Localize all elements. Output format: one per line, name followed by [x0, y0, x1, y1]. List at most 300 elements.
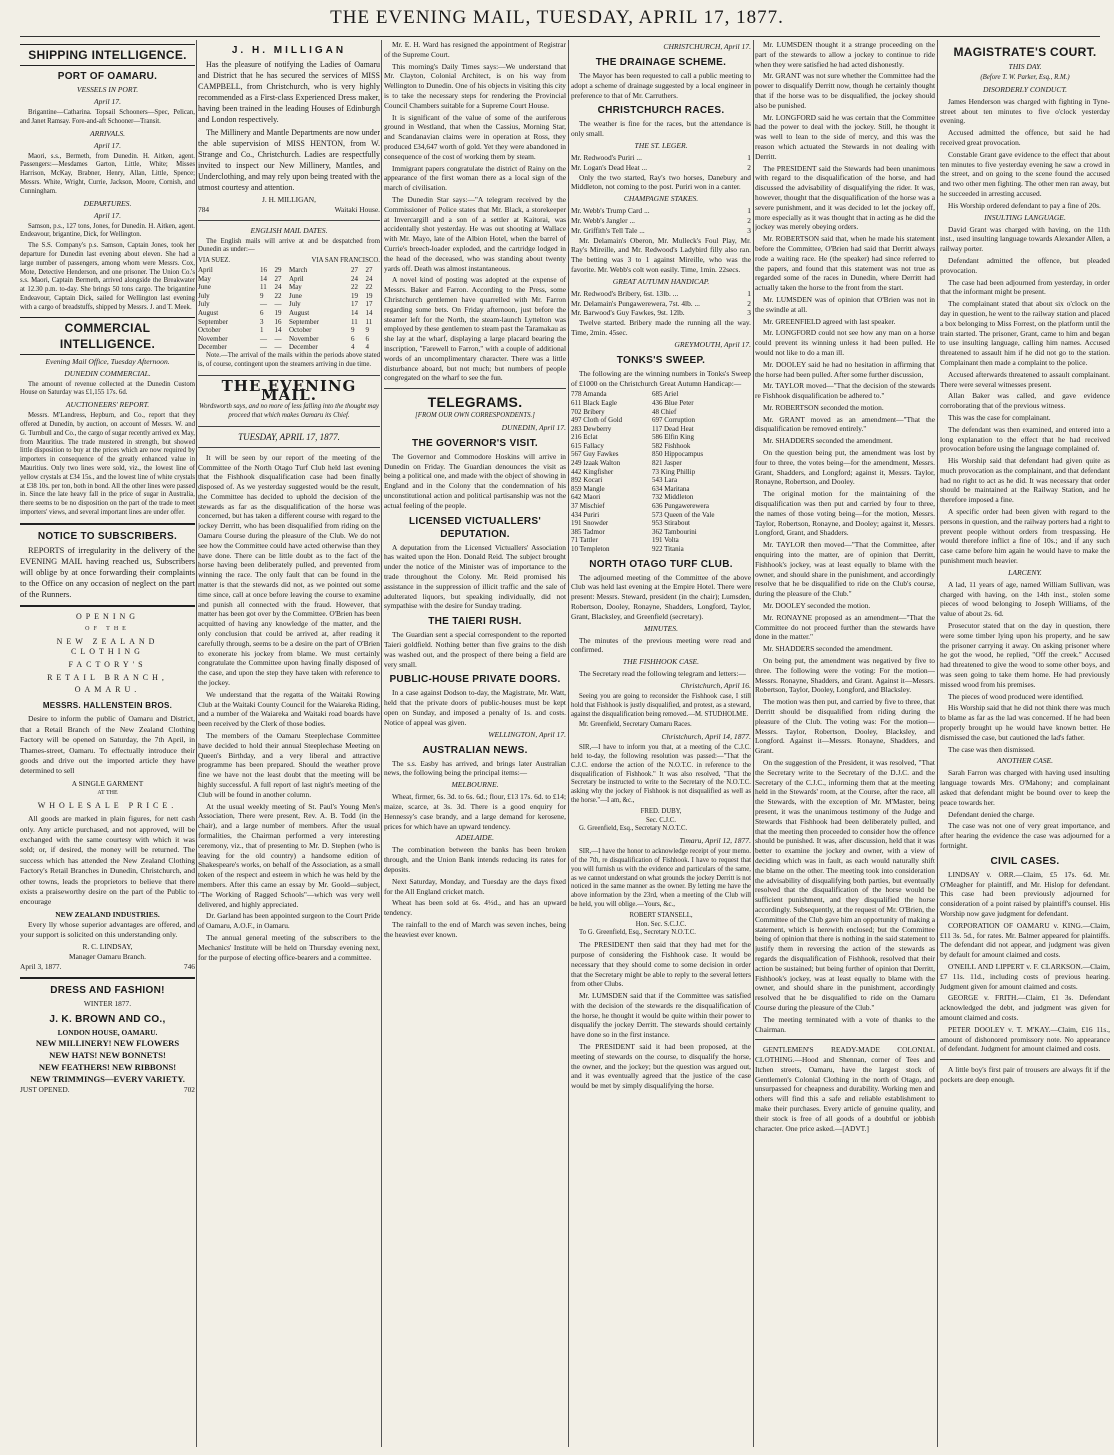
- mail-row-cell: —: [274, 300, 282, 309]
- departures-date: April 17.: [93, 210, 121, 220]
- milligan-number: 784: [198, 204, 210, 214]
- mail-row-cell: October: [198, 326, 221, 335]
- court-paragraph-3: Constable Grant gave evidence to the effect that about ten minutes to five yesterday evening he saw a crowd in the street, and on going to the scene found the accused and two other men fighting. The other men ran away, but he succeeded in arresting accused.: [940, 149, 1110, 198]
- col5-paragraph-22: On the suggestion of the President, it was resolved, "That the Secretary write to the Secretary of the D.J.C. and the Secretary of the C.J.C., informing them that at the meeting held in the Stewards' room, at the Course, after the race, all the Stewards, with the exception of Mr. M'Master, being present, it was the unanimous testimony of the Judge and Stewards that Fishhook had been deliberately pulled, and that the meeting then proceeded to consider how the offence should be punished. It was, after discussion, held that it was better to examine the jockey and owner, with a view of deciding which was in fault, as each would naturally shift the blame on the other. The meeting took into consideration the advisability of disqualifying both parties, but eventually resolved that the disqualification of the horse would be sufficient punishment, and they disqualified the horse accordingly. Subsequently, at the request of Mr. O'Brien, the Committee of the Club gave him an opportunity of making a statement, which is herewith enclosed; but the Committee being of opinion that there is nothing in the said statement to justify them in reversing the action of the stewards as regards the disqualification of Fishhook, resolved that their action be sustained; but being further of opinion that Derritt, Fishhook's jockey, was at least equally to blame with the owner, and should share in the punishment, accordingly resolved that he be disqualified to ride on the Oamaru Course during the pleasure of the Club.": [755, 757, 935, 1012]
- fishhook-text: The Secretary read the following telegram and letters:—: [579, 669, 746, 679]
- race-place: 2: [747, 215, 751, 225]
- mail-row-cell: 11: [365, 317, 373, 326]
- sweep-row: [571, 459, 751, 468]
- champagne-results: [571, 206, 751, 235]
- col5-paragraph-18: Mr. RONAYNE proposed as an amendment—"That the Committee do not proceed further than the stewards have done in the matter.": [755, 612, 935, 642]
- mail-row-cell: 29: [274, 265, 282, 274]
- drainage-heading: THE DRAINAGE SCHEME.: [595, 57, 727, 68]
- brown-name: J. K. BROWN AND CO.,: [49, 1013, 166, 1025]
- divider: [755, 1039, 935, 1040]
- mail-row-cell: 22: [274, 291, 282, 300]
- race-horse: Mr. Logan's Dead Heat ...: [571, 162, 648, 172]
- col5-paragraph-17: Mr. DOOLEY seconded the motion.: [763, 601, 871, 611]
- sweep-row-cell: 10 Templeton: [571, 545, 610, 554]
- insulting-heading: INSULTING LANGUAGE.: [984, 212, 1066, 222]
- brown-line-1: NEW MILLINERY! NEW FLOWERS: [35, 1038, 180, 1049]
- mail-row-cell: July: [198, 291, 210, 300]
- column-2: [198, 40, 380, 1447]
- column-1: [20, 40, 195, 1447]
- mail-row-cell: June: [288, 291, 302, 300]
- mail-row-cell: 16: [274, 317, 282, 326]
- departures-heading: DEPARTURES.: [83, 198, 132, 208]
- court-paragraph-4: His Worship ordered defendant to pay a fine of 20s.: [948, 200, 1101, 210]
- st-leger-results: [571, 153, 751, 173]
- editorial-4: At the usual weekly meeting of St. Paul's Young Men's Association, There were present, Rev. A. B. Todd (in the chair), and a large number of members. After the usual formalities, the Chairman performed a very interesting ceremony, viz., that of presenting to Mr. D. Stephen (who is leaving for the old country) a handsome edition of Shakespeare's works, on behalf of the Association, as a small token of the respect and esteem in which he was held by the members. After this came an essay by Mr. Goold—subject, "The Working of Ragged Schools"—which was very well delivered, and highly appreciated.: [198, 801, 380, 909]
- mail-row-cell: 3: [260, 317, 264, 326]
- arrivals-date: April 17.: [93, 140, 121, 150]
- divider: [198, 375, 380, 376]
- col5-paragraph-19: Mr. SHADDERS seconded the amendment.: [763, 644, 893, 654]
- mail-row: [198, 343, 380, 352]
- court-paragraph-6: Defendant admitted the offence, but pleaded provocation.: [940, 255, 1110, 275]
- sweep-row-cell: 611 Black Eagle: [571, 398, 618, 407]
- mail-note: Note.—The arrival of the mails within the periods above stated is, of course, contingent upon the steamers arriving in due time.: [198, 351, 380, 368]
- taieri-heading: THE TAIERI RUSH.: [428, 616, 522, 628]
- turf-club-heading: NORTH OTAGO TURF CLUB.: [589, 558, 733, 570]
- mail-row-cell: July: [288, 300, 301, 309]
- auctioneers-heading: AUCTIONEERS' REPORT.: [65, 400, 150, 410]
- mail-row-cell: 19: [274, 308, 282, 317]
- court-paragraph-14: A specific order had been given with regard to the persons in question, and the railway porters had a right to prevent people without orders from trespassing. He would therefore inflict a fine of 10s.; and if any such case came before him again he would have to make the punishment much heavier.: [940, 507, 1110, 566]
- editorial-2: We understand that the regatta of the Waitaki Rowing Club at the Waitaki County Council for the Waiareka Riding, and a number of the Waiareka and Waitaki road boards have been received by the Clerk of those bodies.: [198, 689, 380, 729]
- sweep-row: [571, 545, 751, 554]
- court-paragraph-8: The complainant stated that about six o'clock on the day in question, he went to the railway station and placed a box belonging to Miss Forrest, on the platform until the train started. The prisoner, Grant, came to him and began to use insulting language, calling him names. Accused threatened to assault him if he did not go to the station. Complainant then made a complaint to the police.: [940, 299, 1110, 367]
- fishhook-sign: FRED. DUBY,: [640, 807, 682, 815]
- president-text: The PRESIDENT then said that they had met for the purpose of considering the Fishhook case. It would be necessary that they should come to some decision in order that the Secretary might be able to reply to the several letters from other Clubs.: [571, 940, 751, 989]
- greymouth-date: GREYMOUTH, April 17.: [674, 339, 751, 349]
- public-house-heading: PUBLIC-HOUSE PRIVATE DOORS.: [389, 674, 561, 686]
- mail-row-cell: 11: [260, 283, 267, 292]
- race-place: 2: [747, 298, 751, 308]
- licensed-heading: LICENSED VICTUALLERS' DEPUTATION.: [408, 515, 542, 540]
- mail-row-cell: November: [198, 334, 228, 343]
- mail-row-cell: March: [288, 265, 308, 274]
- taieri-text: The Guardian sent a special correspondent to the reported Taieri goldfield. Nothing better than five grains to the dish was washed out, and the prospect of there being a field are very small.: [384, 630, 566, 669]
- mail-row: [198, 283, 380, 292]
- mail-row-cell: August: [288, 308, 310, 317]
- opening-line-6: OAMARU.: [74, 685, 141, 695]
- race-result: [571, 308, 751, 318]
- brown-line-3: NEW FEATHERS! NEW RIBBONS!: [38, 1062, 177, 1073]
- sweep-row-cell: 362 Tambourini: [652, 527, 697, 536]
- column-5: [755, 40, 935, 1447]
- mail-row: [198, 326, 380, 335]
- divider: [20, 977, 195, 979]
- mail-row: [198, 266, 380, 275]
- mail-row-cell: —: [260, 300, 267, 309]
- sweep-row-cell: 117 Dead Heat: [652, 424, 694, 433]
- court-paragraph-7: The case had been adjourned from yesterday, in order that the informant might be present.: [940, 277, 1110, 297]
- race-result: [571, 206, 751, 216]
- sweep-row-cell: 697 Corruption: [652, 416, 695, 425]
- lindsay-role: Manager Oamaru Branch.: [69, 952, 146, 962]
- col5-paragraph-21: The motion was then put, and carried by five to three, that Derritt should be disqualified from riding during the pleasure of the Club. The voting was: For the motion—Messrs. Taylor, Robertson, Dooley, Blacksley, and Longford. Against it—Messrs. Ronayne, Shadders, and Grant.: [755, 697, 935, 756]
- col3-paragraph-1: Mr. E. H. Ward has resigned the appointment of Registrar of the Supreme Court.: [384, 40, 566, 59]
- vessels-date: April 17.: [93, 97, 121, 106]
- governor-heading: THE GOVERNOR'S VISIT.: [412, 437, 538, 449]
- court-paragraph-20: Sarah Farron was charged with having used insulting language towards Mrs. O'Mahony; and complainant asked that defendant might be bound over to keep the peace towards her.: [940, 768, 1110, 807]
- mail-row-cell: 9: [350, 326, 355, 335]
- sweep-row-cell: 586 Elfin King: [652, 433, 695, 442]
- mail-row-cell: 27: [365, 265, 373, 274]
- opening-line-2: OF THE: [85, 625, 130, 632]
- drainage-text: The Mayor has been requested to call a public meeting to adopt a scheme of drainage suggested by a local engineer in preference to that of Mr. Carruthers.: [571, 71, 751, 100]
- sweep-row-cell: 732 Middleton: [652, 493, 694, 502]
- dunedin-date: DUNEDIN, April 17.: [501, 422, 566, 432]
- court-paragraph-15: A lad, 11 years of age, named William Sullivan, was charged with having, on the 14th inst., stolen some pieces of wood belonging to Joseph Williams, of the value of about 2s. 6d.: [940, 579, 1110, 619]
- race-place: 1: [747, 152, 751, 162]
- column-rule: [381, 40, 382, 1447]
- court-paragraph-17: The pieces of wood produced were identified.: [948, 691, 1084, 701]
- mail-row-cell: December: [198, 343, 227, 352]
- clothing-advert: GENTLEMEN'S READY-MADE COLONIAL CLOTHING.—Hood and Shennan, corner of Tees and Itchen streets, Oamaru, have the largest stock of Gentlemen's Colonial Clothing in the north of Otago, and unsurpassed for cheapness and durability. Working men and others will find this a safe and reliable establishment to make their purchases. Every article of genuine quality, and their stock is free of all goods of a doubtful or jobbish character. One price asked.—[ADVT.]: [755, 1045, 935, 1133]
- sweep-row: [571, 425, 751, 434]
- civil-case-4: GEORGE v. FRITH.—Claim, £1 3s. Defendant acknowledged the debt, and judgment was given for amount claimed and costs.: [940, 993, 1110, 1022]
- mail-row-cell: 24: [365, 274, 373, 283]
- wholesale-price: WHOLESALE PRICE.: [37, 801, 178, 811]
- editorial-6: The annual general meeting of the subscribers to the Mechanics' Institute will be held on Thursday evening next, for the purpose of electing office-bearers and a committee.: [198, 932, 380, 962]
- hallenstein-text-2: All goods are marked in plain figures, for nett cash only. Any article purchased, and not approved, will be exchanged with the same courtesy with which it was sold; or, if desired, the money will be returned. The success which has attended the New Zealand Clothing Factory's Retail Branches in Dunedin, Christchurch, and other towns, leads the proprietors to believe that there exists a praiseworthy desire on the part of the Public to encourage: [20, 814, 195, 907]
- court-sub: THIS DAY.: [1008, 62, 1042, 71]
- australian-text: The s.s. Easby has arrived, and brings later Australian news, the following being the principal items:—: [384, 758, 566, 778]
- civil-case-2: CORPORATION OF OAMARU v. KING.—Claim, £11 3s. 5d., for rates. Mr. Balmer appeared for plaintiffs. The defendant did not appear, and judgment was given by default for amount claimed and costs.: [940, 920, 1110, 960]
- race-horse: Mr. Griffith's Tell Tale ...: [571, 225, 645, 235]
- sweep-row-cell: 543 Lara: [652, 476, 678, 485]
- court-paragraph-1: James Henderson was charged with fighting in Tyne-street about ten minutes to five o'clock yesterday evening.: [940, 96, 1110, 126]
- opening-line-1: OPENING: [75, 611, 140, 621]
- sweep-row-cell: 37 Mischief: [571, 502, 605, 511]
- divider: [384, 388, 566, 389]
- col5-paragraph-16: Mr. TAYLOR then moved—"That the Committee, after enquiring into the matter, are of opinion that Derritt, Fishhook's jockey, was at least equally to blame with the owner, and should share in the punishment, and accordingly resolve that he be disqualified to ride on the Club's course, during the pleasure of the Club.": [755, 540, 935, 599]
- fishhook-letter: Seeing you are going to reconsider the Fishhook case, I still hold that Fishhook is justly disqualified, and protest, as a steward, against the disqualification being removed.—M. STUDHOLME.: [571, 692, 751, 718]
- court-paragraph-16: Prosecutor stated that on the day in question, there were some timber lying upon his property, and he saw the prisoner carrying it away. On asking prisoner where he got the wood, he replied, "Off the creek." Accused had threatened to give the wood to some other boys, and was seen going to take them home. He had previously missed wood from his premises.: [940, 621, 1110, 689]
- sweep-row: [571, 408, 751, 417]
- timaru-sign: ROBERT STANSELL,: [629, 911, 693, 919]
- lindsay-name: R. C. LINDSAY,: [82, 942, 133, 952]
- hallenstein-heading: MESSRS. HALLENSTEIN BROS.: [42, 701, 173, 711]
- milligan-text: Has the pleasure of notifying the Ladies of Oamaru and District that he has secured the services of MISS CAMPBELL, from Christchurch, who is very highly recommended as a First-class Experienced Dress maker, having been trained in the leading Houses of Edinburgh and London respectively.: [198, 60, 380, 124]
- race-horse: Mr. Delamain's Pungawerewera, 7st. 4lb. ...: [571, 298, 700, 308]
- commercial-heading: COMMERCIAL INTELLIGENCE.: [20, 317, 195, 355]
- editorial-3: The members of the Oamaru Steeplechase Committee have decided to hold their annual Steeplechase Meeting on Queen's Birthday, and a very liberal and attractive programme has been prepared. Should the weather prove fine we have not the least doubt that the meeting will be highly successful. A full report of last night's meeting of the Club will be found in another column.: [198, 731, 380, 799]
- via-suez: VIA SUEZ.: [198, 257, 231, 265]
- race-place: 3: [747, 225, 751, 235]
- sweep-row-cell: 283 Dewberry: [571, 424, 612, 433]
- minutes-heading: MINUTES.: [644, 623, 678, 633]
- sweep-row: [571, 528, 751, 537]
- opening-line-4: FACTORY'S: [68, 659, 147, 669]
- mail-row-cell: 14: [350, 308, 358, 317]
- column-6: [940, 40, 1110, 1447]
- opening-line-3: NEW ZEALAND CLOTHING: [56, 637, 159, 657]
- minutes-text: The minutes of the previous meeting were read and confirmed.: [571, 635, 751, 655]
- milligan-address: Waitaki House.: [334, 204, 380, 214]
- court-paragraph-5: David Grant was charged with having, on the 11th inst., used insulting language towards Alexander Allen, a railway porter.: [940, 224, 1110, 254]
- hallenstein-text: Desire to inform the public of Oamaru and District, that a Retail Branch of the New Zealand Clothing Factory will be opened on Saturday, the 7th April, in Thames-street, Oamaru. To effectually introduce their goods and drive out the imported article they have determined to sell: [20, 714, 195, 776]
- milligan-heading: J. H. MILLIGAN: [231, 45, 347, 56]
- mail-row-cell: 11: [350, 317, 358, 326]
- fishhook-sign-role: Sec. C.J.C.: [645, 816, 677, 824]
- mail-row-cell: April: [198, 265, 213, 274]
- evening-mail-title: THE EVENING MAIL.: [221, 376, 357, 405]
- col5-paragraph-4: The PRESIDENT said the Stewards had been unanimous with regard to the disqualification of the horse, and had discussed the advisability of disqualifying the rider. It was, however, thought that the disqualification of the horse was a severe punishment, and it was decided to let the jockey off, more especially as it was thought that in acting as he did the jockey was merely obeying orders.: [755, 163, 935, 232]
- col5-paragraph-3: Mr. LONGFORD said he was certain that the Committee had the power to deal with the jockey. Still, he thought it was well to lean to the side of mercy, and this was the reason which actuated the Stewards in not dealing with Derritt.: [755, 112, 935, 161]
- christchurch-date: CHRISTCHURCH, April 17.: [663, 42, 751, 51]
- mail-row-cell: —: [274, 334, 282, 343]
- sweep-row: [571, 511, 751, 520]
- sweep-row-cell: 73 King Phillip: [652, 467, 696, 476]
- sweep-row-cell: 634 Maritana: [652, 484, 690, 493]
- sweep-row: [571, 519, 751, 528]
- editorial-1: It will be seen by our report of the meeting of the Committee of the North Otago Turf Club held last evening that the Fishhook disqualification case had been finally disposed of. As we yesterday suggested would be the result, the Committee has decided to uphold the decision of the stewards as far as the disqualification of the horse was concerned, but has taken a different course with regard to the jockey Derritt, who has been disqualified from riding on the Oamaru Course during the pleasure of the Club. We do not see how the Committee could have acted otherwise than they have done. There can be little doubt as to the fact of the horse having been deliberately pulled, and prevented from winning the race. The only fault that can be found in the matter is that the stewards did not, as we pointed out some time since, call at once before leaving the course to examine and punish all connected with the fraud. However, that matter has been got over by the Committee. O'Brien has been acquitted of having any knowledge of the matter, and the only conclusion that could be arrived at, after reading it carefully through, seems to be a desire on the part of O'Brien to exonerate his jockey from blame. We must certainly congratulate the Committee upon having finally disposed of the case, and upon the step they have taken with reference to the jockey.: [198, 452, 380, 688]
- vessels-text: Brigantine—Catharina. Topsail Schooners—Spec, Pelican, and Janet Ramsay. Fore-and-aft Schooner—Transit.: [20, 109, 195, 125]
- court-paragraph-11: This was the case for complainant.: [948, 412, 1051, 422]
- timaru-letter: SIR,—I have the honor to acknowledge receipt of your memo. of the 7th, re disqualification of Fishhook. I have to request that you will furnish us with the evidence and particulars of the same, as we cannot understand on what grounds the jockey Derritt is not noticed in the same manner as the owner. By letting me have the above information by the 23rd, when a meeting of the Club will be held, you will oblige.—Yours, &c.,: [571, 848, 751, 908]
- divider: [198, 426, 380, 427]
- sweep-row: [571, 493, 751, 502]
- race-horse: Mr. Webb's Trump Card ...: [571, 206, 650, 216]
- sweep-row-cell: 385 Tadmor: [571, 527, 605, 536]
- race-place: 2: [747, 162, 751, 172]
- mail-row: [198, 275, 380, 284]
- masthead: THE EVENING MAIL, TUESDAY, APRIL 17, 1877.: [330, 7, 784, 28]
- sweep-row-cell: 582 Fishhook: [652, 441, 691, 450]
- col3-paragraph-2: This morning's Daily Times says:—We understand that Mr. Clayton, Colonial Architect, is on his way from Wellington to Dunedin. One of his objects in visiting this city is to take the necessary steps for rendering the Provincial Council Chambers suitable for a Supreme Court House.: [384, 61, 566, 110]
- governor-text: The Governor and Commodore Hoskins will arrive in Dunedin on Friday. The Guardian denounces the visit as being a political one, and made with the object of showing in England and in the Colony that the condemnation of his unconstitutional action and political partisanship was not the actual feeling of the people.: [384, 451, 566, 510]
- sweep-row-cell: 71 Tattler: [571, 536, 598, 545]
- milligan-text-2: The Millinery and Mantle Departments are now under the able supervision of MISS HENTON, from W. Strange and Co., Christchurch. Ladies are respectfully invited to inspect our New Millinery, Mantles, and Underclothing, and may rely upon being treated with the utmost courtesy and attention.: [198, 128, 380, 192]
- sweep-row-cell: 922 Titania: [652, 545, 684, 554]
- mail-row: [198, 309, 380, 318]
- mail-row-cell: —: [274, 343, 282, 352]
- timaru-date: Timaru, April 12, 1877.: [679, 836, 751, 846]
- col5-paragraph-12: Mr. GRANT moved as an amendment—"That the disqualification be removed entirely.": [755, 414, 935, 434]
- col5-paragraph-11: Mr. ROBERTSON seconded the motion.: [763, 402, 884, 412]
- col5-paragraph-14: On the question being put, the amendment was lost by four to three, the votes being—for the amendment, Messrs. Grant, Shadders, and Longford; against it, Messrs. Taylor, Ronayne, Robertson, and Dooley.: [755, 448, 935, 487]
- column-rule: [753, 40, 754, 1447]
- brown-advert-lines: [20, 1037, 195, 1085]
- at-the: AT THE: [97, 789, 118, 796]
- mail-row-cell: 14: [365, 308, 373, 317]
- mail-row-cell: July: [198, 300, 210, 309]
- column-3: [384, 40, 566, 1447]
- sweep-row: [571, 442, 751, 451]
- sweep-row-cell: 702 Bribery: [571, 407, 605, 416]
- mail-row: [198, 292, 380, 301]
- dateline: TUESDAY, APRIL 17, 1877.: [238, 431, 340, 442]
- editorial-5: Dr. Garland has been appointed surgeon to the Court Pride of Oamaru, A.O.F., in Oamaru.: [198, 911, 380, 931]
- fishhook-date: Christchurch, April 16.: [680, 680, 751, 690]
- race-horse: Mr. Barwood's Guy Fawkes, 9st. 12lb.: [571, 308, 685, 318]
- licensed-text: A deputation from the Licensed Victuallers' Association has waited upon the Hon. Donald Reid. The subject brought under the notice of the Minister was of importance to the trade throughout the Colony. Mr. Reid promised his assistance in the suppression of illicit traffic and the sale of adulterated liquors, but speaking individually, did not sympathise with the desire for Sunday trading.: [384, 542, 566, 611]
- telegrams-sub: [FROM OUR OWN CORRESPONDENTS.]: [415, 412, 535, 420]
- mail-row-cell: 6: [365, 334, 369, 343]
- mail-row-cell: December: [288, 343, 318, 352]
- mail-row-cell: 27: [274, 274, 282, 283]
- adelaide-heading: ADELAIDE.: [455, 833, 495, 843]
- adelaide-text-3: Wheat has been sold at 6s. 4½d., and has an upward tendency.: [384, 898, 566, 918]
- sweep-row: [571, 485, 751, 494]
- mail-row-cell: 9: [260, 291, 264, 300]
- col3-paragraph-5: The Dunedin Star says:—"A telegram received by the Commissioner of Police states that Mr. Black, a storekeeper at Invercargill and a son of a settler at Kaitorai, was accidentally shot yesterday. He was out shooting at Wallace with Mr. Mayo, late of the Albion Hotel, when the barrel of Currie's breech-loader exploded, and the cartridge lodged in the head of the deceased, who was standing about twenty yards off. Death was almost instantaneous.: [384, 194, 566, 273]
- col5-paragraph-10: Mr. TAYLOR moved—"That the decision of the stewards re Fishhook disqualification be adhered to.": [755, 381, 935, 401]
- mail-row-cell: September: [198, 317, 228, 326]
- sweep-row-cell: 216 Eclat: [571, 433, 598, 442]
- president-text-2: The PRESIDENT said it had been proposed, at the meeting of stewards on the course, to disqualify the horse, the owner, and the jockey; but the question was argued out, and it was eventually agreed that the justice of the case would be met by simply disqualifying the horse.: [571, 1042, 751, 1091]
- column-rule: [937, 40, 938, 1447]
- col5-paragraph-5: Mr. ROBERTSON said that, when he made his statement before the Committee, O'Brien had said that Derritt always rode a waiting race. He (the speaker) had since referred to the papers, and found that this statement was not true as regarded some of the races in Dunedin, where Derritt had actually taken the horse to the front from the start.: [755, 234, 935, 293]
- sweep-row-cell: 642 Maori: [571, 493, 601, 502]
- sweep-row-cell: 567 Guy Fawkes: [571, 450, 619, 459]
- commercial-text: The amount of revenue collected at the Dunedin Custom House on Saturday was £1,155 17s. 6d.: [20, 380, 195, 397]
- sweep-row: [571, 433, 751, 442]
- col5-paragraph-9: Mr. DOOLEY said he had no hesitation in affirming that the horse had been pulled. After some further discussion,: [755, 359, 935, 379]
- sweep-row-cell: 859 Mangle: [571, 484, 605, 493]
- wellington-date: WELLINGTON, April 17.: [488, 729, 566, 739]
- column-rule: [568, 40, 569, 1447]
- lindsay-date: April 3, 1877.: [20, 961, 62, 971]
- race-horse: Mr. Webb's Jangler ...: [571, 215, 636, 225]
- hallenstein-text-3: Every lly whose superior advantages are offered, and your support is solicited on this understanding only.: [20, 919, 195, 939]
- race-place: 1: [747, 288, 751, 298]
- court-paragraph-2: Accused admitted the offence, but said he had received great provocation.: [940, 128, 1110, 147]
- sweep-row-cell: 436 Blue Peter: [652, 398, 694, 407]
- shipping-heading: SHIPPING INTELLIGENCE.: [20, 44, 195, 66]
- fishhook-to-2: G. Greenfield, Esq., Secretary N.O.T.C.: [579, 825, 688, 833]
- fishhook-heading: THE FISHHOOK CASE.: [622, 657, 700, 667]
- court-heading: MAGISTRATE'S COURT.: [953, 45, 1097, 59]
- col5-paragraph-23: The meeting terminated with a vote of thanks to the Chairman.: [755, 1014, 935, 1034]
- autumn-heading: GREAT AUTUMN HANDICAP.: [612, 276, 710, 286]
- race-result: [571, 289, 751, 299]
- sweep-row: [571, 416, 751, 425]
- fishhook-letter-2: SIR,—I have to inform you that, at a meeting of the C.J.C. held to-day, the following resolution was passed:—"That the C.J.C. endorse the action of the N.O.T.C. in reference to the disqualification of Fishhook." It was also resolved, "That the Secretary be instructed to write to the Secretary of the N.O.T.C. asking why the jockey of Fishhook is not disqualified as well as the horse."—I am, &c.,: [571, 744, 751, 804]
- sweep-row: [571, 468, 751, 477]
- sweep-row-cell: 249 Izaak Walton: [571, 459, 621, 468]
- col5-paragraph-2: Mr. GRANT was not sure whether the Committee had the power to disqualify Derritt now, though he certainly thought that if the horse was to be disqualified, the jockey should also be punished.: [755, 71, 935, 110]
- brown-line-4: NEW TRIMMINGS—EVERY VARIETY.: [30, 1074, 185, 1085]
- brown-line-2: NEW HATS! NEW BONNETS!: [49, 1050, 166, 1061]
- col3-paragraph-3: It is significant of the value of some of the auriferous ground in Westland, that when the Cassius, Morning Star, and Scandanavian claims were in operation at Ross, they produced £34,647 worth of gold. Yet they were abandoned in consequence of the cost of working them by steam.: [384, 112, 566, 161]
- divider: [20, 605, 195, 607]
- sweep-row-cell: 953 Stirabout: [652, 519, 690, 528]
- mail-row-cell: 19: [365, 291, 373, 300]
- opening-line-5: RETAIL BRANCH,: [47, 672, 168, 682]
- melbourne-text: Wheat, firmer, 6s. 3d. to 6s. 6d.; flour, £13 17s. 6d. to £14; maize, scarce, at 3s. 3d. There is a good enquiry for Hennessy's case brandy, and a large demand for kerosene, prices for which have an upward tendency.: [384, 792, 566, 831]
- mail-row-cell: May: [198, 274, 211, 283]
- arrivals-heading: ARRIVALS.: [89, 128, 126, 138]
- mail-row: [198, 335, 380, 344]
- court-paragraph-10: Allan Baker was called, and gave evidence corroborating that of the previous witness.: [940, 391, 1110, 411]
- lindsay-number: 746: [183, 961, 195, 971]
- adelaide-text-2: Next Saturday, Monday, and Tuesday are the days fixed for the All England cricket match.: [384, 876, 566, 896]
- court-paragraph-23: A little boy's first pair of trousers are always fit if the pockets are deep enough.: [940, 1065, 1110, 1084]
- mail-row-cell: 24: [274, 283, 282, 292]
- nz-industries: NEW ZEALAND INDUSTRIES.: [55, 909, 160, 919]
- sweep-row-cell: 685 Ariel: [652, 390, 679, 399]
- column-rule: [196, 40, 197, 1447]
- court-paragraph-21: Defendant denied the charge.: [948, 809, 1035, 819]
- court-paragraph-13: His Worship said that defendant had given quite as much provocation as the complainant, and that defendant had no right to act as he did. It was necessary that order should be maintained at the Railway Station, and he therefore imposed a fine.: [940, 456, 1110, 505]
- shipping-notes: The S.S. Company's p.s. Samson, Captain Jones, took her departure for Dunedin last evening about eleven. She had a large number of passengers, among whom were Messrs. Cox, Mote, Detective Henderson, and one prisoner. The Union Co.'s s.s. Maori, Captain Bermeth, arrived alongside the Breakwater at 12.30 p.m. to-day. She brings 50 tons cargo. The brigantine Endeavour, Captain Dick, sailed for Wellington last evening with a cargo of breadstuffs, shipped by Messrs. J. and T. Meek.: [20, 242, 195, 311]
- sweep-row-cell: 191 Snowder: [571, 519, 609, 528]
- race-result: [571, 153, 751, 163]
- civil-case-1: LINDSAY v. ORR.—Claim, £5 17s. 6d. Mr. O'Meagher for plaintiff, and Mr. Hislop for defendant. This case had been previously adjourned for consideration of a point raised by plaintiff's counsel. His Worship now gave judgment for defendant.: [940, 869, 1110, 918]
- vessels-heading: VESSELS IN PORT.: [76, 85, 139, 94]
- column-4: [571, 40, 751, 1447]
- melbourne-heading: MELBOURNE.: [451, 780, 499, 790]
- court-paragraph-12: The defendant was then examined, and entered into a long explanation to the effect that he had received provocation before using the language complained of.: [940, 424, 1110, 454]
- race-place: 3: [747, 308, 751, 318]
- mail-row-cell: 17: [350, 300, 358, 309]
- mail-row-cell: 6: [350, 334, 355, 343]
- mail-row-cell: 6: [260, 308, 264, 317]
- sweep-table: [571, 390, 751, 553]
- mail-row-cell: —: [260, 334, 267, 343]
- sweep-row: [571, 476, 751, 485]
- court-paragraph-9: Accused afterwards threatened to assault complainant. There were several witnesses present.: [940, 369, 1110, 389]
- auctioneers-text: Messrs. M'Landress, Hepburn, and Co., report that they offered at Dunedin, by auction, on account of Messrs. W. and G. Turnbull and Co., the cargo of sugar recently arrived ex May, from Mauritius. The trade mustered in strength, but showed little disposition to buy at the prices which are now required by importers in consequence of the greatly enhanced value in Mauritius. Only two lines were sold, viz., the lowest line of yellow crystals at £34 15s., and the lowest line of white crystals at £38 10s. per ton, both in bond. All the other lines were passed in. Since the late heavy fall in the price of sugar in Australia, there seems to be no disposition on the part of the trade to meet importers' views, and several important lines are under offer.: [20, 412, 195, 516]
- col5-paragraph-13: Mr. SHADDERS seconded the amendment.: [763, 436, 893, 446]
- timaru-role: Hon. Sec. S.C.J.C.: [635, 920, 687, 928]
- col5-paragraph-1: Mr. LUMSDEN thought it a strange proceeding on the part of the stewards to allow a jockey to continue to ride when they were satisfied he had acted dishonestly.: [755, 40, 935, 69]
- milligan-sign: J. H. MILLIGAN,: [262, 195, 316, 204]
- telegrams-heading: TELEGRAMS.: [427, 394, 523, 411]
- masthead-rule: [20, 36, 1100, 37]
- divider: [198, 220, 380, 221]
- col5-paragraph-7: Mr. GREENFIELD agreed with last speaker.: [763, 316, 896, 326]
- sweep-row-cell: 778 Amanda: [571, 390, 607, 399]
- sweep-row-cell: 821 Jasper: [652, 459, 682, 468]
- sweep-row-cell: 850 Hippocampus: [652, 450, 704, 459]
- mail-row-cell: October: [288, 326, 312, 335]
- mail-row-cell: 19: [350, 291, 358, 300]
- col3-paragraph-6: A novel kind of posting was adopted at the expense of Messrs. Baker and Farron. According to the Press, some Christchurch gentlemen have quarrelled with Mr. Farron regarding some bets. On Friday afternoon, just before the steamer left for the North, the steam-launch Lyttelton was employed by these gentlemen to steam past the Taramakau as she lay at the wharf, displaying a large placard bearing the inscription, "Farewell to Farron," with a couple of additional words of an uncomplimentary character. There was a little disturbance aboard, but not much; but numbers of people congregated on the wharf to see the fun.: [384, 275, 566, 383]
- civil-cases-heading: CIVIL CASES.: [990, 855, 1060, 867]
- races-heading: CHRISTCHURCH RACES.: [597, 105, 725, 117]
- mail-row-cell: June: [198, 283, 211, 292]
- departures-text: Samson, p.s., 127 tons, Jones, for Dunedin. H. Aitken, agent. Endeavour, brigantine, Dick, for Wellington.: [20, 222, 195, 239]
- mail-row-cell: —: [260, 343, 267, 352]
- court-paragraph-19: The case was then dismissed.: [948, 744, 1035, 754]
- brown-number: 702: [183, 1085, 195, 1095]
- mail-row-cell: August: [198, 308, 219, 317]
- mail-table: [198, 266, 380, 352]
- mail-text: The English mails will arrive at and be despatched from Dunedin as under:—: [198, 237, 380, 254]
- another-case-heading: ANOTHER CASE.: [996, 756, 1054, 766]
- australian-heading: AUSTRALIAN NEWS.: [422, 744, 528, 756]
- larceny-heading: LARCENY.: [1008, 567, 1042, 577]
- notice-text: REPORTS of irregularity in the delivery of the EVENING MAIL having reached us, Subscribers will oblige by at once forwarding their complaints to the Office on any occasion of neglect on the part of the Runners.: [20, 545, 195, 599]
- autumn-results: [571, 289, 751, 318]
- mail-heading: ENGLISH MAIL DATES.: [250, 225, 328, 235]
- col5-paragraph-8: Mr. LONGFORD could not see how any man on a horse could prevent its winning unless it had been pulled. He would not like to do a man ill.: [755, 328, 935, 357]
- commercial-date: Evening Mail Office, Tuesday Afternoon.: [45, 356, 170, 366]
- adelaide-text-4: The rainfall to the end of March was seven inches, being the heaviest ever known.: [384, 919, 566, 939]
- brown-house: LONDON HOUSE, OAMARU.: [57, 1027, 158, 1037]
- sweep-row: [571, 502, 751, 511]
- sweep-row-cell: 191 Volta: [652, 536, 679, 545]
- motto: Wordsworth says, and no more of less falling into the thought may proceed that which makes Oamaru its Chief.: [199, 403, 379, 419]
- mail-row: [198, 318, 380, 327]
- court-before: (Before T. W. Parker, Esq., R.M.): [980, 74, 1070, 81]
- adelaide-text: The combination between the banks has been broken through, and the Union Bank intends reducing its rates for deposits.: [384, 845, 566, 874]
